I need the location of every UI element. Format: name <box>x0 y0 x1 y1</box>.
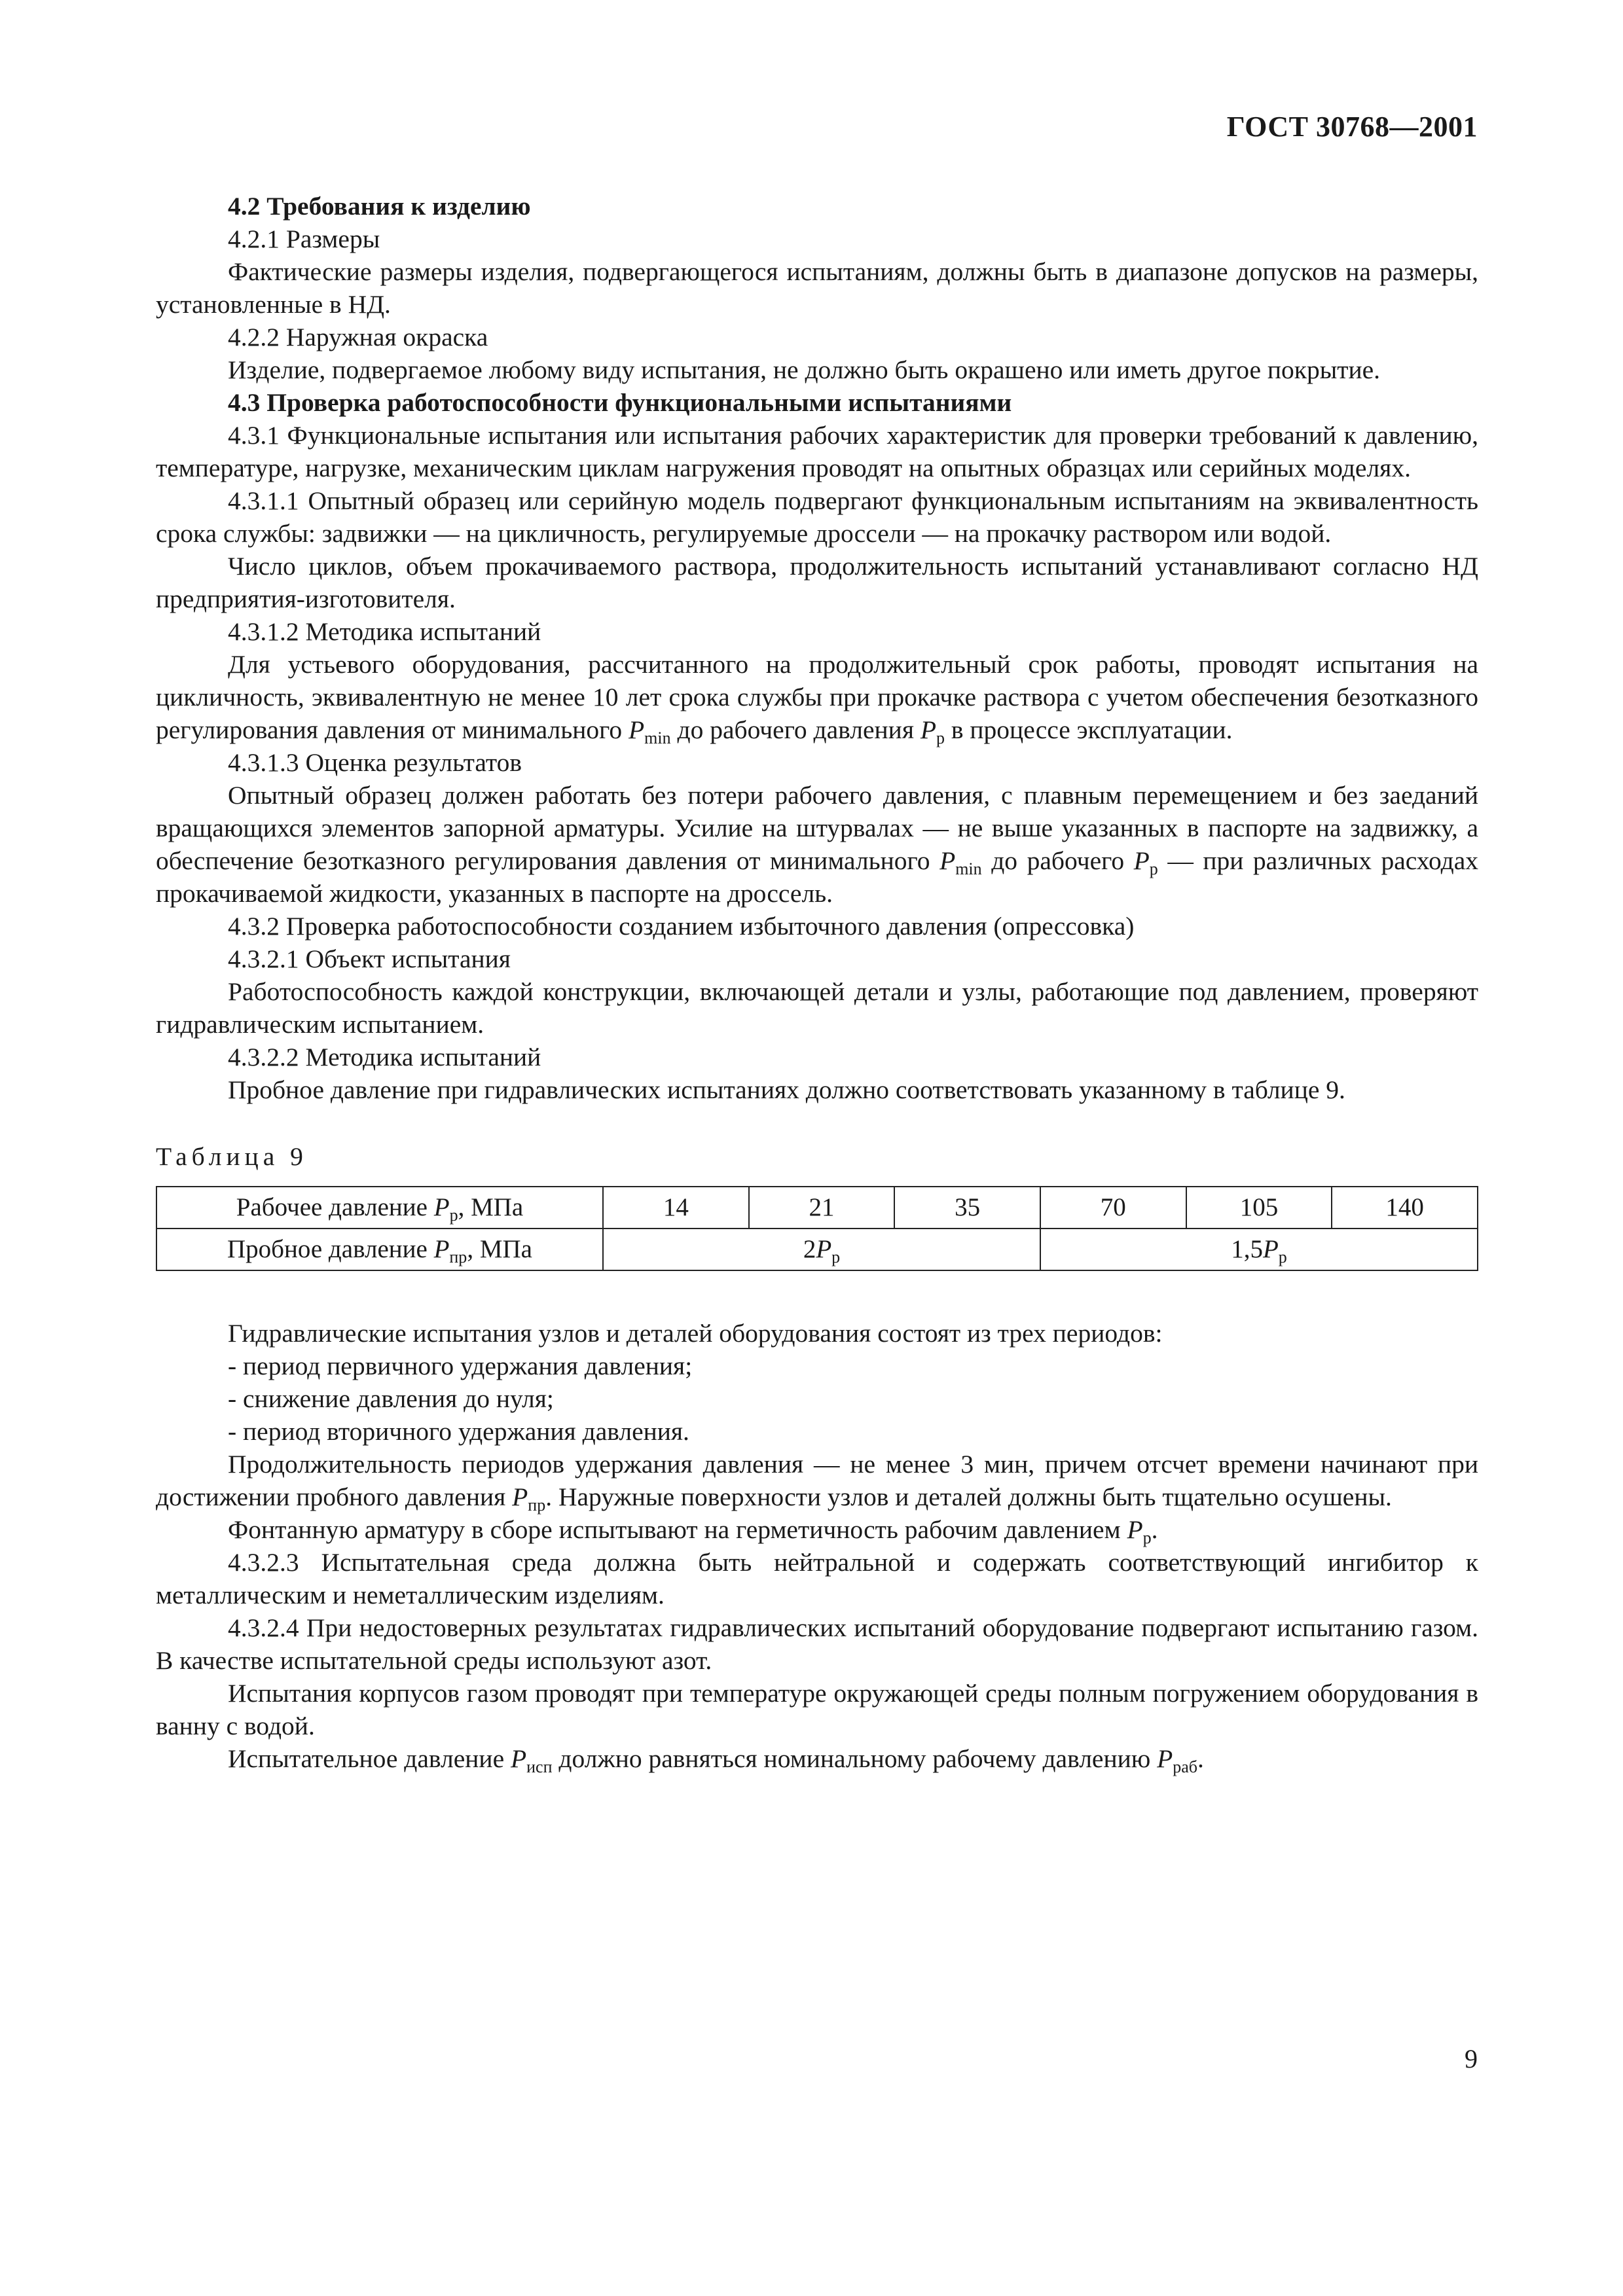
after-table-block <box>156 1317 1478 1775</box>
paragraph-4-3-1-1: 4.3.1.1 Опытный образец или серийную модель подвергают функциональным испытаниям на эквивалентность срока службы: задвижки — на цикличность, регулируемые дроссели — на прокачку раствором или водой. <box>156 486 1478 548</box>
paragraph-periods-intro: Гидравлические испытания узлов и деталей оборудования состоят из трех периодов: <box>228 1319 1163 1348</box>
section-4-2-heading: 4.2 Требования к изделию <box>228 192 531 221</box>
paragraph-duration: Продолжительность периодов удержания давления — не менее 3 мин, причем отсчет времени начинают при достижении пробного давления $P_{пр}$. Наружные поверхности узлов и деталей должны быть тщательно осушены. <box>156 1450 1478 1515</box>
table-cell: 70 <box>1040 1187 1186 1229</box>
paragraph-4-3-2-3: 4.3.2.3 Испытательная среда должна быть нейтральной и содержать соответствующий ингибитор к металлическим и неметаллическим изделиям. <box>156 1548 1478 1609</box>
subsection-4-2-2: 4.2.2 Наружная окраска <box>228 323 488 351</box>
page-number: 9 <box>1465 2044 1478 2073</box>
subsection-4-3-1-2: 4.3.1.2 Методика испытаний <box>228 617 541 646</box>
list-item: - снижение давления до нуля; <box>228 1384 554 1413</box>
table-cell: $2P_р$ <box>603 1229 1040 1270</box>
table-cell-label: Рабочее давление $P_р$, МПа <box>156 1187 603 1229</box>
paragraph-gas-test: Испытания корпусов газом проводят при температуре окружающей среды полным погружением оборудования в ванну с водой. <box>156 1679 1478 1740</box>
paragraph-test-pressure: Испытательное давление $P_{исп}$ должно равняться номинальному рабочему давлению $P_{раб}$. <box>228 1744 1204 1776</box>
section-4-3-heading: 4.3 Проверка работоспособности функциональными испытаниями <box>228 388 1012 417</box>
document-body <box>156 190 1478 1775</box>
subsection-4-3-1-3: 4.3.1.3 Оценка результатов <box>228 748 522 777</box>
paragraph-4-3-1-1-b: Число циклов, объем прокачиваемого раствора, продолжительность испытаний устанавливают согласно НД предприятия-изготовителя. <box>156 552 1478 613</box>
paragraph-4-3-2-2: Пробное давление при гидравлических испытаниях должно соответствовать указанному в таблице 9. <box>228 1075 1345 1104</box>
table-cell: 21 <box>749 1187 895 1229</box>
paragraph-4-3-1: 4.3.1 Функциональные испытания или испытания рабочих характеристик для проверки требований к давлению, температуре, нагрузке, механическим циклам нагружения проводят на опытных образцах или серийных моделях. <box>156 421 1478 482</box>
subsection-4-3-2-1: 4.3.2.1 Объект испытания <box>228 944 511 973</box>
paragraph-4-2-1: Фактические размеры изделия, подвергающегося испытаниям, должны быть в диапазоне допусков на размеры, установленные в НД. <box>156 257 1478 319</box>
table-9 <box>156 1186 1478 1271</box>
subsection-4-3-2-2: 4.3.2.2 Методика испытаний <box>228 1043 541 1071</box>
paragraph-fountain: Фонтанную арматуру в сборе испытывают на герметичность рабочим давлением $P_р$. <box>228 1515 1158 1547</box>
paragraph-4-3-2-4: 4.3.2.4 При недостоверных результатах гидравлических испытаний оборудование подвергают испытанию газом. В качестве испытательной среды используют азот. <box>156 1613 1478 1675</box>
paragraph-4-2-2: Изделие, подвергаемое любому виду испытания, не должно быть окрашено или иметь другое покрытие. <box>228 355 1381 384</box>
list-item: - период первичного удержания давления; <box>228 1352 693 1380</box>
table-cell: $1,5P_р$ <box>1040 1229 1478 1270</box>
paragraph-4-3-1-2: Для устьевого оборудования, рассчитанного на продолжительный срок работы, проводят испытания на цикличность, эквивалентную не менее 10 лет срока службы при прокачке раствора с учетом обеспечения безотказного регулирования давления от минимального $P_{min}$ до рабочего давления $P_р$ в процессе эксплуатации. <box>156 650 1478 747</box>
standard-code: ГОСТ 30768—2001 <box>1226 111 1478 143</box>
paragraph-4-3-1-3: Опытный образец должен работать без потери рабочего давления, с плавным перемещением и без заеданий вращающихся элементов запорной арматуры. Усилие на штурвалах — не выше указанных в паспорте на задвижку, а обеспечение безотказного регулирования давления от минимального $P_{min}$ до рабочего $P_р$ — при различных расходах прокачиваемой жидкости, указанных в паспорте на дроссель. <box>156 781 1479 908</box>
subsection-4-2-1: 4.2.1 Размеры <box>228 224 380 253</box>
table-cell: 140 <box>1332 1187 1478 1229</box>
table-cell: 35 <box>894 1187 1040 1229</box>
paragraph-4-3-2-1: Работоспособность каждой конструкции, включающей детали и узлы, работающие под давлением, проверяют гидравлическим испытанием. <box>156 977 1478 1039</box>
table-cell: 14 <box>603 1187 749 1229</box>
table-row <box>156 1229 1478 1270</box>
table-row <box>156 1187 1478 1229</box>
table-cell: 105 <box>1186 1187 1332 1229</box>
list-item: - период вторичного удержания давления. <box>228 1417 689 1446</box>
table-caption: Таблица 9 <box>156 1142 308 1171</box>
subsection-4-3-2: 4.3.2 Проверка работоспособности созданием избыточного давления (опрессовка) <box>228 912 1135 941</box>
table-cell-label: Пробное давление $P_{пр}$, МПа <box>156 1229 603 1270</box>
